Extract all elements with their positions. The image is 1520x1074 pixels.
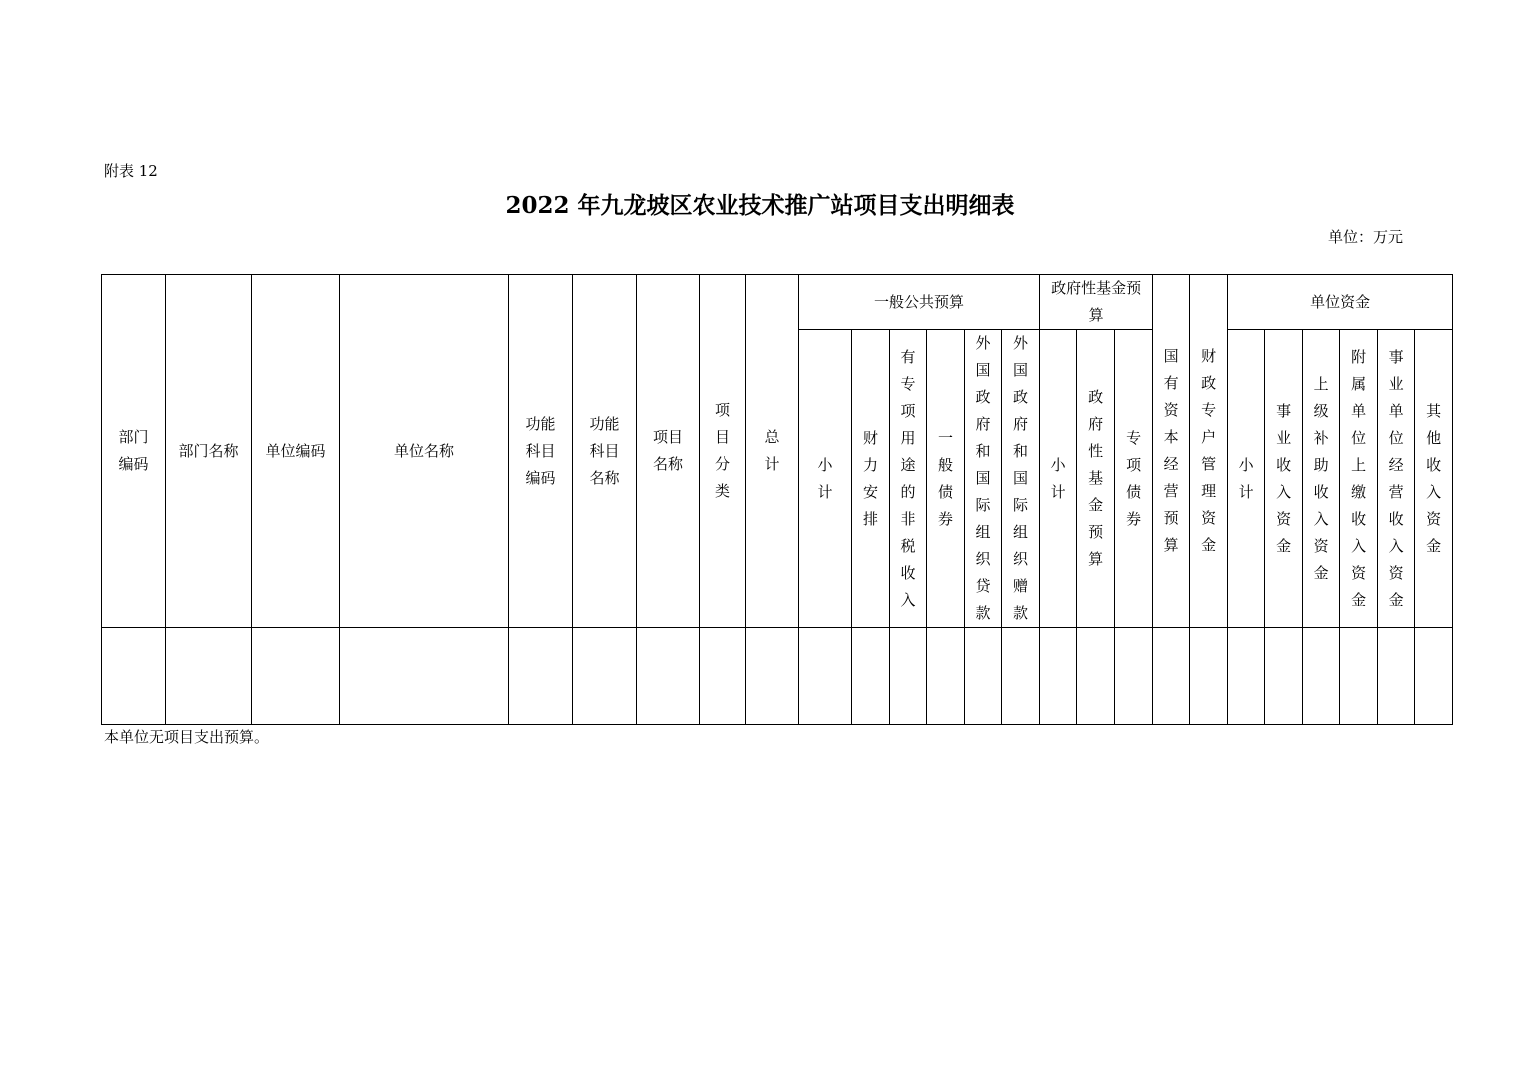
table-cell <box>1002 628 1040 725</box>
header-gb-subtotal: 小计 <box>799 330 852 628</box>
header-unit-funds: 单位资金 <box>1228 275 1453 330</box>
header-unit-code: 单位编码 <box>252 275 340 628</box>
table-cell <box>965 628 1002 725</box>
header-uf-operating: 事业单位经营收入资金 <box>1378 330 1415 628</box>
table-cell <box>1228 628 1265 725</box>
table-cell <box>166 628 252 725</box>
attachment-label: 附表 12 <box>104 162 158 180</box>
header-general-budget: 一般公共预算 <box>799 275 1040 330</box>
table-cell <box>746 628 799 725</box>
header-gf-budget: 政府性基金预算 <box>1077 330 1115 628</box>
header-gb-grant: 外国政府和国际组织赠款 <box>1002 330 1040 628</box>
header-fiscal-special: 财政专户管理资金 <box>1190 275 1228 628</box>
table-cell <box>573 628 637 725</box>
table-cell <box>890 628 927 725</box>
table-cell <box>637 628 700 725</box>
page-title: 2022 年九龙坡区农业技术推广站项目支出明细表 <box>505 192 1015 219</box>
unit-label: 单位：万元 <box>1328 228 1404 246</box>
header-uf-business: 事业收入资金 <box>1265 330 1303 628</box>
header-gf-subtotal: 小计 <box>1040 330 1077 628</box>
table-cell <box>852 628 890 725</box>
header-func-name: 功能科目名称 <box>573 275 637 628</box>
table-cell <box>1265 628 1303 725</box>
header-dept-code: 部门编码 <box>102 275 166 628</box>
header-dept-name: 部门名称 <box>166 275 252 628</box>
header-func-code: 功能科目编码 <box>509 275 573 628</box>
table-cell <box>1077 628 1115 725</box>
header-state-capital: 国有资本经营预算 <box>1153 275 1190 628</box>
table-cell <box>340 628 509 725</box>
header-uf-other: 其他收入资金 <box>1415 330 1453 628</box>
table-cell <box>1040 628 1077 725</box>
header-uf-subtotal: 小计 <box>1228 330 1265 628</box>
project-expenditure-table <box>101 274 1453 725</box>
header-uf-affiliate: 附属单位上缴收入资金 <box>1340 330 1378 628</box>
table-cell <box>102 628 166 725</box>
header-uf-subsidy: 上级补助收入资金 <box>1303 330 1340 628</box>
table-cell <box>252 628 340 725</box>
table-cell <box>1340 628 1378 725</box>
table-cell <box>1415 628 1453 725</box>
header-gov-fund-budget: 政府性基金预算 <box>1040 275 1153 330</box>
table-cell <box>1378 628 1415 725</box>
footnote: 本单位无项目支出预算。 <box>104 728 270 746</box>
table-cell <box>1153 628 1190 725</box>
header-proj-class: 项目分类 <box>700 275 746 628</box>
header-total: 总计 <box>746 275 799 628</box>
table-cell <box>927 628 965 725</box>
table-cell <box>799 628 852 725</box>
header-gf-bond: 专项债券 <box>1115 330 1153 628</box>
table-row <box>102 628 1453 725</box>
table-cell <box>1190 628 1228 725</box>
header-gb-loan: 外国政府和国际组织贷款 <box>965 330 1002 628</box>
header-unit-name: 单位名称 <box>340 275 509 628</box>
table-cell <box>1115 628 1153 725</box>
header-gb-bond: 一般债券 <box>927 330 965 628</box>
header-gb-nontax: 有专项用途的非税收入 <box>890 330 927 628</box>
table-cell <box>1303 628 1340 725</box>
table-cell <box>700 628 746 725</box>
table-cell <box>509 628 573 725</box>
header-proj-name: 项目名称 <box>637 275 700 628</box>
header-gb-fiscal: 财力安排 <box>852 330 890 628</box>
